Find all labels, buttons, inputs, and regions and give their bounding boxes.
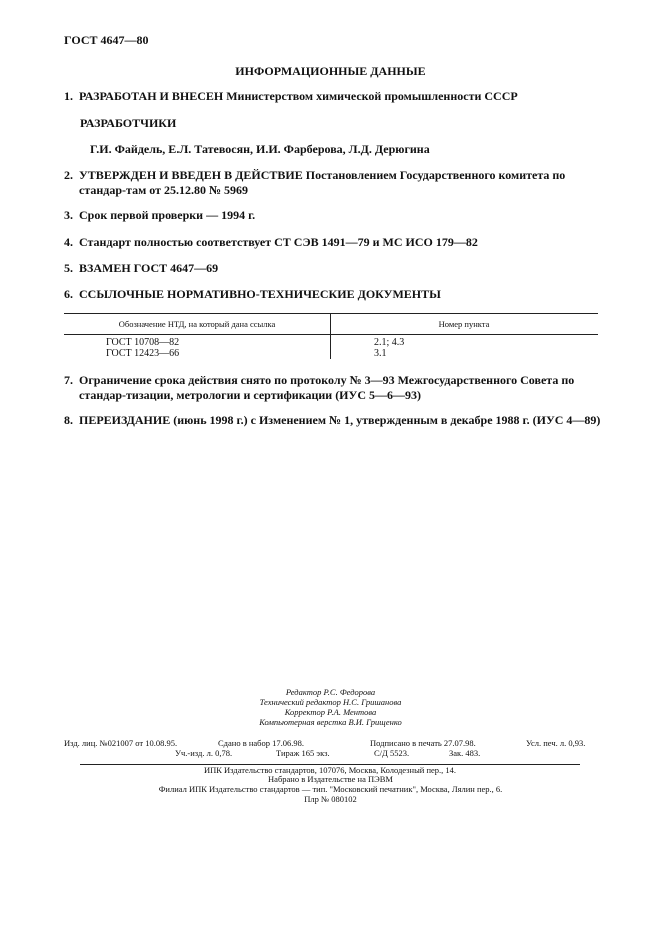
document-code: ГОСТ 4647—80	[64, 33, 149, 47]
reference-table	[64, 313, 598, 359]
imprint-branch: Филиал ИПК Издательство стандартов — тип. "Московский печатник", Москва, Лялин пер., 6.	[158, 784, 503, 794]
item-2	[64, 168, 604, 198]
imprint-print-date: Подписано в печать 27.07.98.	[370, 738, 476, 748]
imprint-typeset: Набрано в Издательстве на ПЭВМ	[268, 774, 393, 784]
item-1	[64, 89, 604, 104]
table-header-rule	[64, 334, 598, 335]
item-7	[64, 373, 604, 403]
imprint-tech-editor: Технический редактор Н.С. Гришанова	[259, 697, 402, 707]
item-6	[64, 287, 604, 302]
imprint-plr: Плр № 080102	[304, 794, 357, 804]
item-number: 6.	[64, 287, 73, 301]
item-number: 3.	[64, 208, 73, 222]
imprint-corrector: Корректор Р.А. Ментова	[284, 707, 377, 717]
imprint-editor: Редактор Р.С. Федорова	[285, 687, 376, 697]
imprint-sd: С/Д 5523.	[374, 748, 410, 758]
item-number: 1.	[64, 89, 73, 103]
item-8	[64, 413, 624, 428]
imprint-order: Зак. 483.	[449, 748, 481, 758]
item-number: 8.	[64, 413, 73, 427]
item-number: 4.	[64, 235, 73, 249]
table-cell: 3.1	[374, 348, 387, 359]
table-header-clause: Номер пункта	[438, 319, 490, 329]
developers-names: Г.И. Файдель, Е.Л. Татевосян, И.И. Фарберова, Л.Д. Дерюгина	[90, 142, 430, 156]
item-text: Ограничение срока действия снято по протоколу № 3—93 Межгосударственного Совета по стандар-тизации, метрологии и сертификации (ИУС 5—6—93)	[79, 373, 575, 402]
table-header-designation: Обозначение НТД, на который дана ссылка	[118, 319, 276, 329]
imprint-layout: Компьютерная верстка В.И. Грищенко	[259, 717, 402, 727]
table-cell: ГОСТ 12423—66	[106, 348, 180, 359]
item-text: ВЗАМЕН ГОСТ 4647—69	[79, 261, 219, 275]
item-3	[64, 208, 604, 223]
table-cell: ГОСТ 10708—82	[106, 337, 180, 348]
imprint-license: Изд. лиц. №021007 от 10.08.95.	[64, 738, 178, 748]
item-text: РАЗРАБОТАН И ВНЕСЕН Министерством химической промышленности СССР	[79, 89, 518, 103]
table-cell: 2.1; 4.3	[374, 337, 405, 348]
item-text: Срок первой проверки — 1994 г.	[79, 208, 256, 222]
item-5	[64, 261, 604, 276]
item-text: ССЫЛОЧНЫЕ НОРМАТИВНО-ТЕХНИЧЕСКИЕ ДОКУМЕНТЫ	[79, 287, 441, 301]
imprint-pub-sheets: Уч.-изд. л. 0,78.	[175, 748, 233, 758]
item-text: УТВЕРЖДЕН И ВВЕДЕН В ДЕЙСТВИЕ Постановлением Государственного комитета по стандар-там от 25.12.80 № 5969	[79, 168, 566, 197]
item-text: Стандарт полностью соответствует СТ СЭВ 1491—79 и МС ИСО 179—82	[79, 235, 478, 249]
imprint-circulation: Тираж 165 экз.	[276, 748, 330, 758]
item-number: 7.	[64, 373, 73, 387]
item-4	[64, 235, 604, 250]
item-number: 2.	[64, 168, 73, 182]
imprint-typeset-date: Сдано в набор 17.06.98.	[218, 738, 304, 748]
imprint-print-sheets: Усл. печ. л. 0,93.	[526, 738, 586, 748]
item-number: 5.	[64, 261, 73, 275]
imprint-publisher: ИПК Издательство стандартов, 107076, Москва, Колодезный пер., 14.	[80, 764, 580, 775]
developers-heading: РАЗРАБОТЧИКИ	[80, 116, 177, 130]
table-top-rule	[64, 313, 598, 314]
item-text: ПЕРЕИЗДАНИЕ (июнь 1998 г.) с Изменением № 1, утвержденным в декабре 1988 г. (ИУС 4—89)	[79, 413, 601, 427]
page-title: ИНФОРМАЦИОННЫЕ ДАННЫЕ	[235, 64, 426, 78]
